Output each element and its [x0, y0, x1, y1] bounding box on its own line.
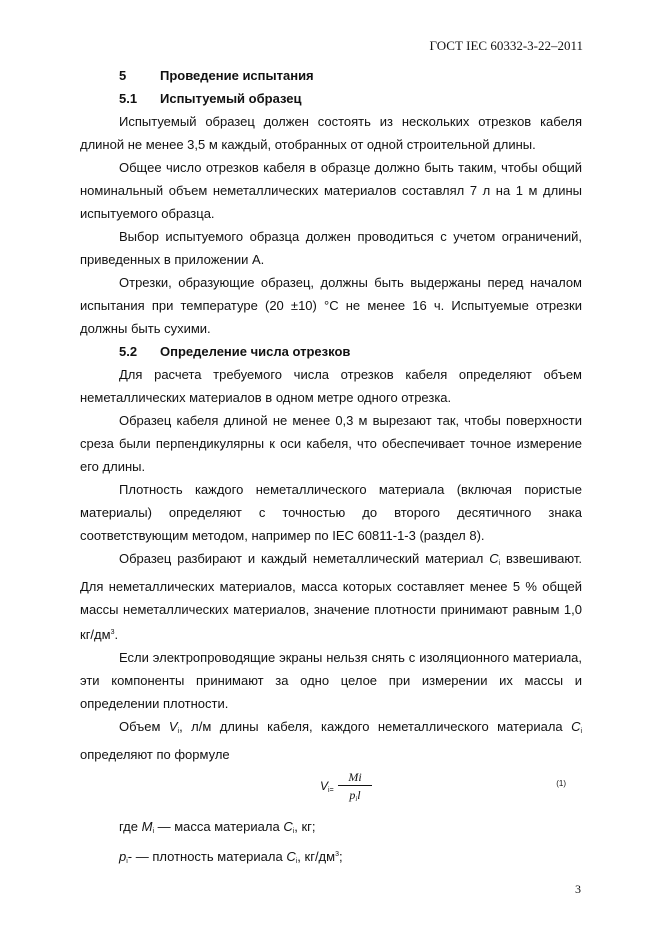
- subsection-heading: [80, 87, 582, 110]
- paragraph-volume: Объем $V_i$, л/м длины кабеля, каждого неметаллического материала $C_i$ определяют по формуле: [80, 719, 583, 762]
- paragraph: Испытуемый образец должен состоять из нескольких отрезков кабеля длиной не менее 3,5 м каждый, отобранных от одной строительной длины.: [80, 114, 582, 152]
- paragraph: Общее число отрезков кабеля в образце должно быть таким, чтобы общий номинальный объем неметаллических материалов составлял 7 л на 1 м длины испытуемого образца.: [80, 160, 582, 221]
- where-line: $p_i-$ — плотность материала $C_i$, $кг/дм^3$;: [119, 849, 343, 865]
- section-number: 5: [119, 68, 127, 83]
- page-number: 3: [575, 882, 581, 896]
- subsection-number: 5.1: [119, 91, 138, 106]
- paragraph: Плотность каждого неметаллического материала (включая пористые материалы) определяют с точностью до второго десятичного знака соответствующим методом, например по IEC 60811-1-3 (раздел 8).: [80, 482, 582, 543]
- paragraph-weighing: Образец разбирают и каждый неметаллический материал $C_i$ взвешивают. Для неметаллических материалов, масса которых составляет менее 5 % общей массы неметаллических материалов, значение плотности принимают равным 1,0 $кг/дм^3$.: [80, 551, 583, 642]
- paragraph: Образец кабеля длиной не менее 0,3 м вырезают так, чтобы поверхности среза были перпендикулярны к оси кабеля, что обеспечивает точное измерение его длины.: [80, 413, 582, 474]
- where-line: где $M_i$ — масса материала $C_i$, кг;: [119, 819, 316, 835]
- formula-number: (1): [556, 779, 566, 788]
- paragraph: Выбор испытуемого образца должен проводиться с учетом ограничений, приведенных в приложении А.: [80, 229, 582, 267]
- subsection-heading: [80, 340, 582, 363]
- paragraph: Если электропроводящие экраны нельзя снять с изоляционного материала, эти компоненты принимают за одно целое при измерении их массы и определении плотности.: [80, 650, 582, 711]
- subsection-title: Испытуемый образец: [160, 91, 302, 106]
- subsection-title: Определение числа отрезков: [160, 344, 351, 359]
- formula-denominator: $p_il$: [349, 788, 361, 803]
- formula-fraction: [338, 769, 372, 808]
- section-heading: [80, 64, 582, 87]
- formula-numerator: Mi: [338, 769, 372, 786]
- subsection-number: 5.2: [119, 344, 138, 359]
- paragraph: Для расчета требуемого числа отрезков кабеля определяют объем неметаллических материалов в одном метре одного отрезка.: [80, 367, 582, 405]
- paragraph: Отрезки, образующие образец, должны быть выдержаны перед началом испытания при температуре (20 ±10) °С не менее 16 ч. Испытуемые отрезки должны быть сухими.: [80, 275, 582, 336]
- section-title: Проведение испытания: [160, 68, 314, 83]
- formula: [80, 769, 582, 811]
- page-content: [80, 64, 582, 873]
- document-header: ГОСТ IEC 60332-3-22–2011: [429, 38, 583, 53]
- formula-lhs: $V_{i=}$: [320, 779, 334, 794]
